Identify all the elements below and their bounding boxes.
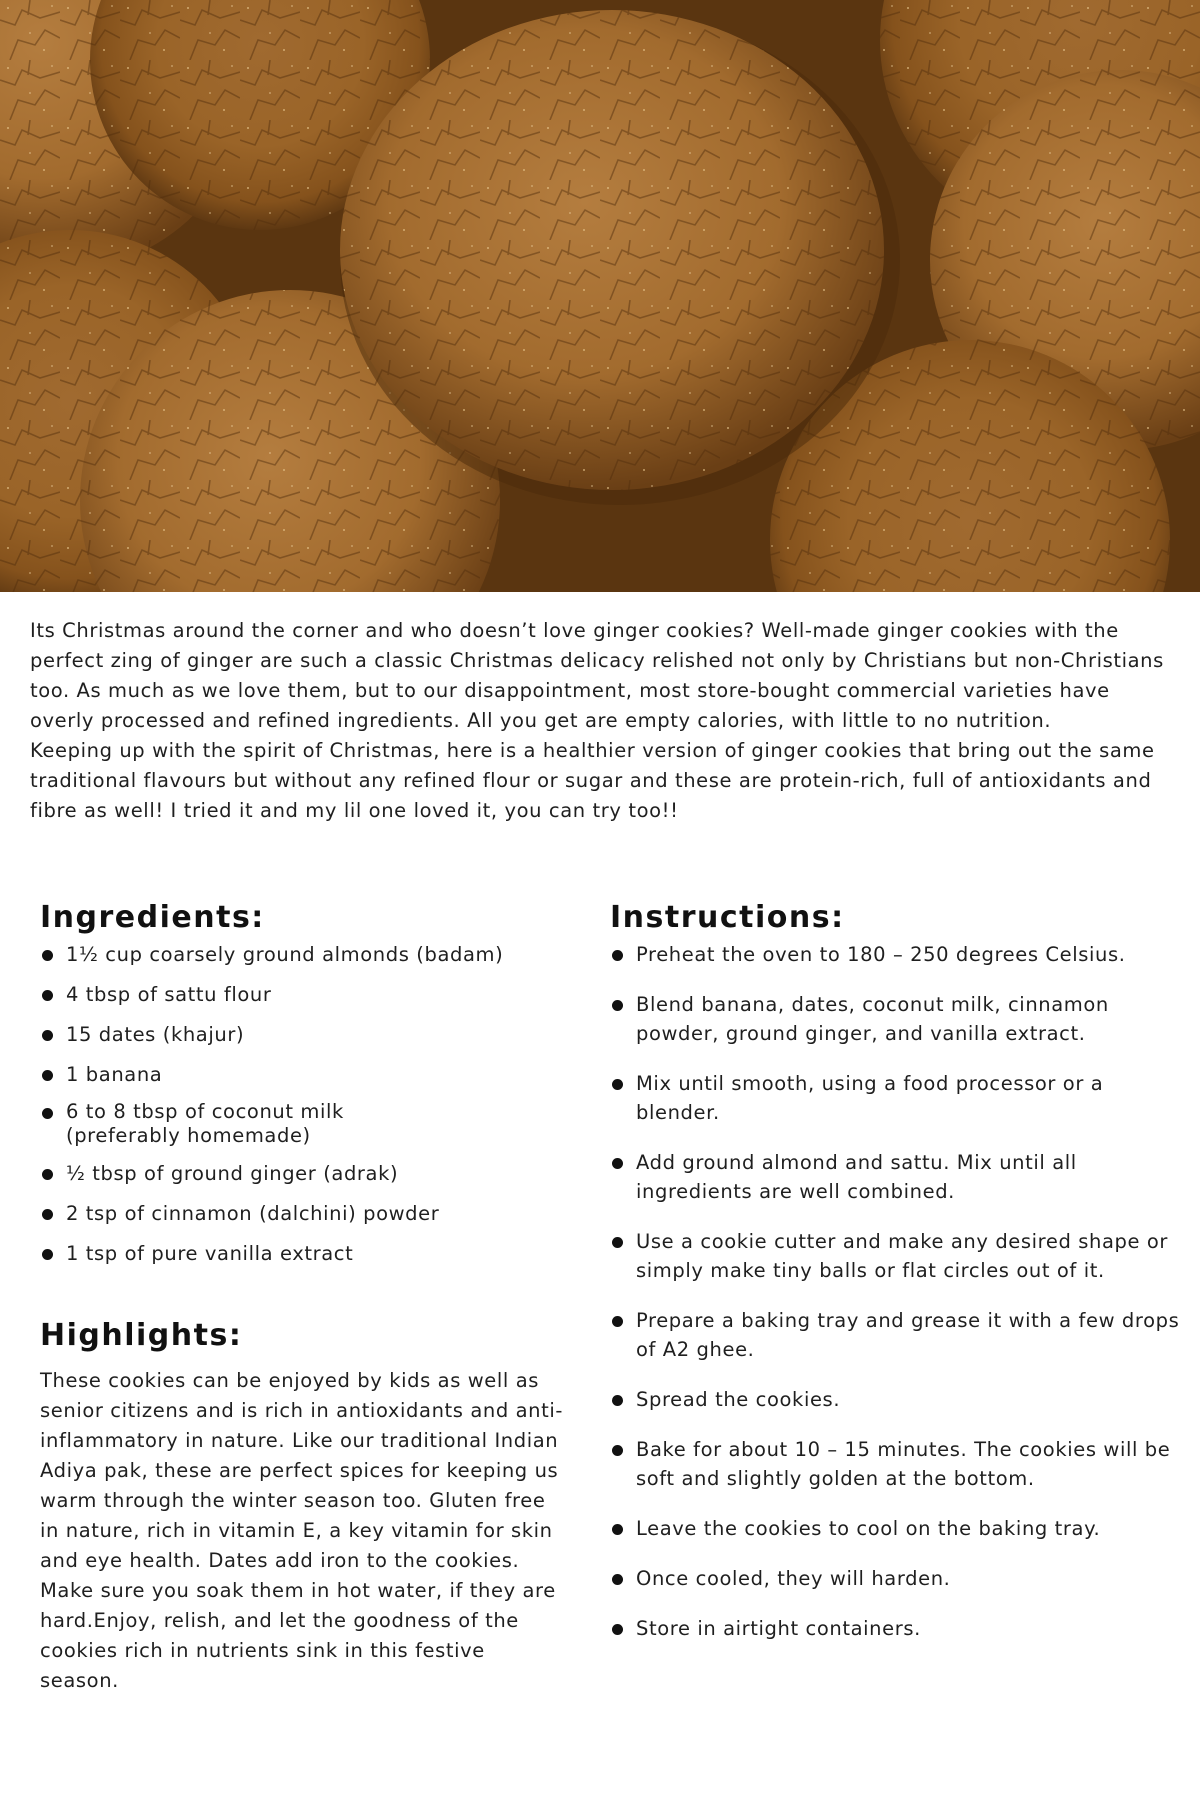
bullet-icon	[42, 950, 53, 961]
list-item: 1½ cup coarsely ground almonds (badam)	[40, 940, 580, 969]
bullet-icon	[42, 1249, 53, 1260]
intro-paragraph-1: Its Christmas around the corner and who doesn’t love ginger cookies? Well-made ginger cookies with the perfect zing of ginger are such a classic Christmas delicacy relished not only by Christians but non-Christians too. As much as we love them, but to our disappointment, most store-bought commercial varieties have overly processed and refined ingredients. All you get are empty calories, with little to no nutrition.	[30, 619, 1164, 732]
bullet-icon	[612, 1524, 623, 1535]
ingredients-heading: Ingredients:	[40, 900, 265, 935]
ingredient-note: (preferably homemade)	[66, 1124, 311, 1147]
bullet-icon	[42, 1108, 53, 1119]
list-item: Mix until smooth, using a food processor or a blender.	[610, 1069, 1190, 1127]
list-item: ½ tbsp of ground ginger (adrak)	[40, 1159, 580, 1188]
list-item: 1 tsp of pure vanilla extract	[40, 1239, 580, 1268]
left-column	[40, 896, 580, 1696]
list-item: 1 banana	[40, 1060, 580, 1089]
list-item: Use a cookie cutter and make any desired shape or simply make tiny balls or flat circles out of it.	[610, 1227, 1190, 1285]
bullet-icon	[42, 990, 53, 1001]
bullet-icon	[42, 1209, 53, 1220]
list-item: Add ground almond and sattu. Mix until all ingredients are well combined.	[610, 1148, 1190, 1206]
bullet-icon	[612, 1237, 623, 1248]
bullet-icon	[612, 950, 623, 961]
list-item: Once cooled, they will harden.	[610, 1564, 1190, 1593]
bullet-icon	[42, 1030, 53, 1041]
list-item: Preheat the oven to 180 – 250 degrees Celsius.	[610, 940, 1190, 969]
bullet-icon	[612, 1316, 623, 1327]
bullet-icon	[612, 1624, 623, 1635]
list-item: Blend banana, dates, coconut milk, cinnamon powder, ground ginger, and vanilla extract.	[610, 990, 1190, 1048]
bullet-icon	[612, 1000, 623, 1011]
highlights-heading: Highlights:	[40, 1318, 243, 1353]
list-item: 4 tbsp of sattu flour	[40, 980, 580, 1009]
intro-paragraph-2: Keeping up with the spirit of Christmas, here is a healthier version of ginger cookies that bring out the same traditional flavours but without any refined flour or sugar and these are protein-rich, full of antioxidants and fibre as well! I tried it and my lil one loved it, you can try too!!	[30, 739, 1155, 822]
bullet-icon	[612, 1445, 623, 1456]
list-item: Leave the cookies to cool on the baking tray.	[610, 1514, 1190, 1543]
list-item: 15 dates (khajur)	[40, 1020, 580, 1049]
list-item: Spread the cookies.	[610, 1385, 1190, 1414]
list-item: Bake for about 10 – 15 minutes. The cookies will be soft and slightly golden at the bottom.	[610, 1435, 1190, 1493]
list-item: 2 tsp of cinnamon (dalchini) powder	[40, 1199, 580, 1228]
instructions-list	[610, 940, 1190, 1643]
instructions-heading: Instructions:	[610, 900, 845, 935]
bullet-icon	[612, 1574, 623, 1585]
intro-text	[30, 616, 1170, 826]
hero-cookie-photo	[0, 0, 1200, 592]
highlights-text: These cookies can be enjoyed by kids as well as senior citizens and is rich in antioxidants and anti- inflammatory in nature. Like our traditional Indian Adiya pak, these are perfect spices for keeping us warm through the winter season too. Gluten free in nature, rich in vitamin E, a key vitamin for skin and eye health. Dates add iron to the cookies. Make sure you soak them in hot water, if they are hard.Enjoy, relish, and let the goodness of the cookies rich in nutrients sink in this festive season.	[40, 1369, 564, 1692]
ingredients-list	[40, 940, 580, 1268]
bullet-icon	[612, 1395, 623, 1406]
bullet-icon	[42, 1070, 53, 1081]
list-item: Prepare a baking tray and grease it with a few drops of A2 ghee.	[610, 1306, 1190, 1364]
bullet-icon	[612, 1079, 623, 1090]
bullet-icon	[612, 1158, 623, 1169]
bullet-icon	[42, 1169, 53, 1180]
list-item: 6 to 8 tbsp of coconut milk (preferably homemade)	[40, 1100, 580, 1148]
right-column	[610, 896, 1190, 1664]
list-item: Store in airtight containers.	[610, 1614, 1190, 1643]
